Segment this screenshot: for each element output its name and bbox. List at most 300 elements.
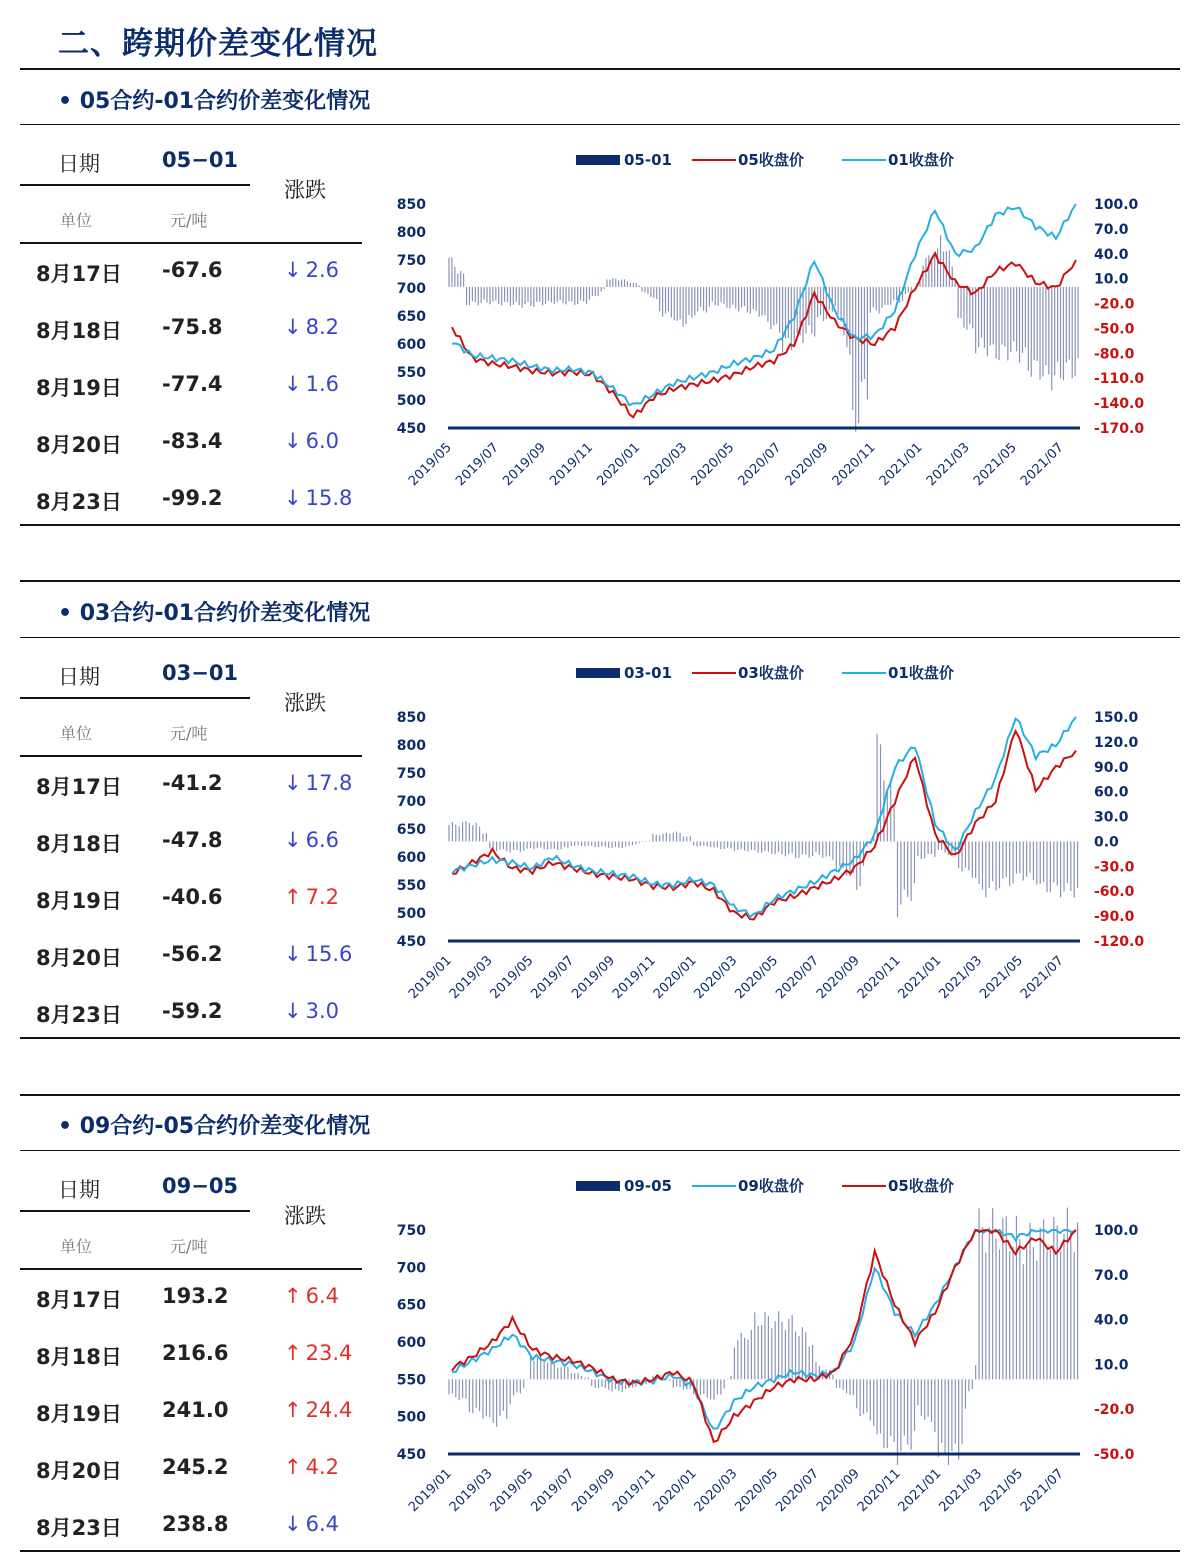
y-left-tick-label: 500 (396, 393, 426, 409)
row-spread-value: -99.2 (162, 486, 223, 510)
y-left-tick-label: 850 (396, 710, 426, 726)
spread-bar (571, 1373, 588, 1379)
x-tick-label: 2020/07 (735, 440, 785, 490)
change-value: 8.2 (305, 315, 340, 339)
x-tick-label: 2020/01 (650, 1466, 700, 1516)
x-tick-label: 2020/01 (650, 953, 700, 1003)
spread-bar (519, 287, 534, 308)
table-row (20, 470, 380, 527)
row-spread-value: -41.2 (162, 771, 223, 795)
spread-panel-09-05 (0, 1154, 1200, 1550)
y-right-tick-label: 0.0 (1094, 834, 1119, 851)
x-tick-label: 2019/11 (610, 953, 659, 1003)
spread-bar (734, 841, 751, 851)
spread-bar (484, 287, 499, 304)
spread-bar (469, 1379, 486, 1418)
y-right-tick-label: 40.0 (1094, 246, 1129, 263)
row-spread-value: 241.0 (162, 1398, 229, 1422)
row-spread-value: 245.2 (162, 1455, 229, 1479)
unit-value: 元/吨 (170, 1237, 208, 1256)
x-tick-label: 2019/03 (446, 953, 496, 1003)
row-spread-value: -83.4 (162, 429, 223, 453)
contract-spread-header: 03−01 (162, 661, 239, 685)
row-date: 8月23日 (36, 1516, 122, 1540)
y-right-tick-label: 40.0 (1094, 1312, 1129, 1329)
spread-bar (938, 1379, 955, 1465)
y-right-tick-label: -50.0 (1094, 321, 1135, 338)
row-spread-value: -77.4 (162, 372, 223, 396)
arrow-up-icon: ↑ (284, 1455, 302, 1479)
legend-label: 09收盘价 (738, 1177, 804, 1195)
spread-bar (510, 1379, 527, 1404)
arrow-down-icon: ↓ (284, 771, 302, 795)
spread-bar (877, 734, 894, 842)
x-tick-label: 2019/11 (547, 440, 597, 490)
spread-bar (510, 841, 527, 852)
legend-label: 05收盘价 (888, 1177, 954, 1195)
legend-bar-swatch (576, 155, 620, 165)
change-value: 15.6 (305, 942, 353, 966)
spread-chart (380, 641, 1150, 1037)
row-date: 8月17日 (36, 1288, 122, 1312)
row-date: 8月19日 (36, 1402, 122, 1426)
change-header: 涨跌 (284, 1204, 326, 1228)
section-divider (20, 1150, 1180, 1151)
x-tick-label: 2021/07 (1018, 953, 1067, 1003)
change-value: 15.8 (305, 486, 353, 510)
change-value: 4.2 (305, 1455, 340, 1479)
spread-bar (1061, 841, 1078, 897)
row-date: 8月23日 (36, 490, 122, 514)
row-spread-value: 238.8 (162, 1512, 229, 1536)
y-right-tick-label: 70.0 (1094, 1267, 1129, 1284)
row-change (284, 372, 339, 396)
y-left-tick-label: 550 (396, 1372, 426, 1389)
y-right-tick-label: -120.0 (1094, 934, 1145, 950)
spread-bar (796, 1327, 813, 1379)
x-tick-label: 2019/09 (569, 1466, 619, 1516)
table-row (20, 755, 380, 812)
table-row (20, 926, 380, 983)
x-tick-label: 2019/09 (569, 953, 619, 1003)
row-date: 8月17日 (36, 262, 122, 286)
row-date: 8月19日 (36, 376, 122, 400)
y-left-tick-label: 700 (396, 1260, 426, 1277)
chart-legend (576, 664, 954, 682)
arrow-down-icon: ↓ (284, 315, 302, 339)
spread-bar (607, 278, 622, 287)
header-rule (20, 1210, 250, 1212)
table-row (20, 299, 380, 356)
legend-bar-swatch (576, 668, 620, 678)
table-row (20, 1325, 380, 1382)
section-bottom-rule (20, 524, 1180, 526)
row-change (284, 315, 339, 339)
x-tick-label: 2021/05 (977, 1466, 1027, 1516)
page-title: 二、跨期价差变化情况 (58, 26, 378, 62)
y-left-tick-label: 750 (396, 1223, 426, 1239)
y-right-tick-label: -110.0 (1094, 371, 1145, 388)
row-spread-value: 193.2 (162, 1284, 229, 1308)
y-right-tick-label: -60.0 (1094, 884, 1135, 901)
arrow-down-icon: ↓ (284, 828, 302, 852)
row-change (284, 771, 352, 795)
spread-bar (877, 1379, 894, 1448)
x-tick-label: 2019/07 (453, 440, 502, 490)
section-title-09-05: • 09合约-05合约价差变化情况 (58, 1114, 371, 1139)
spread-bar (755, 1312, 772, 1379)
row-spread-value: 216.6 (162, 1341, 229, 1365)
spread-chart (380, 128, 1150, 524)
spread-bar (898, 841, 915, 917)
x-tick-label: 2021/05 (977, 953, 1027, 1003)
x-tick-label: 2021/03 (923, 440, 973, 490)
spread-bar (469, 823, 486, 842)
table-row (20, 1439, 380, 1496)
y-right-tick-label: 60.0 (1094, 784, 1129, 801)
spread-bar (694, 841, 711, 847)
y-left-tick-label: 750 (396, 766, 426, 782)
legend-label: 01收盘价 (888, 664, 954, 682)
spread-chart (380, 1154, 1150, 1550)
spread-bar (857, 1379, 874, 1425)
x-tick-label: 2019/07 (528, 1466, 578, 1516)
chart-legend (576, 1177, 954, 1195)
x-tick-label: 2020/05 (732, 953, 782, 1003)
y-right-tick-label: 10.0 (1094, 271, 1129, 288)
x-tick-label: 2021/05 (970, 440, 1020, 490)
spread-bar (918, 1379, 935, 1432)
unit-label: 单位 (60, 211, 93, 230)
spread-bar (734, 1330, 751, 1379)
spread-bar (816, 841, 833, 859)
row-change (284, 828, 339, 852)
row-spread-value: -47.8 (162, 828, 223, 852)
y-right-tick-label: -30.0 (1094, 859, 1135, 876)
spread-bar (796, 841, 813, 857)
y-left-tick-label: 450 (396, 934, 426, 950)
section-divider (20, 124, 1180, 125)
spread-bar (612, 841, 629, 848)
y-left-tick-label: 650 (396, 1297, 426, 1314)
spread-bar (531, 841, 548, 849)
table-row (20, 356, 380, 413)
y-right-tick-label: -20.0 (1094, 296, 1135, 313)
change-header: 涨跌 (284, 691, 326, 715)
y-right-tick-label: 30.0 (1094, 809, 1129, 826)
y-left-tick-label: 850 (396, 197, 426, 213)
change-value: 23.4 (305, 1341, 353, 1365)
x-tick-label: 2019/01 (406, 953, 455, 1003)
spread-bar (853, 287, 868, 432)
spread-bar (1061, 1208, 1078, 1380)
spread-bar (592, 1379, 609, 1389)
spread-bar (959, 1365, 976, 1460)
spread-bar (642, 287, 657, 299)
y-left-tick-label: 700 (396, 794, 426, 810)
section-bottom-rule (20, 1550, 1180, 1552)
spread-bar (572, 287, 587, 305)
spread-bar (467, 287, 482, 305)
table-row (20, 1268, 380, 1325)
legend-label: 03-01 (624, 664, 672, 682)
y-right-tick-label: -140.0 (1094, 396, 1145, 413)
table-row (20, 1382, 380, 1439)
spread-bar (1020, 841, 1037, 884)
y-right-tick-label: 100.0 (1094, 197, 1139, 213)
unit-value: 元/吨 (170, 211, 208, 230)
x-tick-label: 2020/09 (814, 953, 863, 1003)
spread-bar (979, 841, 996, 897)
spread-bar (449, 257, 464, 287)
row-spread-value: -67.6 (162, 258, 223, 282)
x-tick-label: 2020/03 (641, 440, 691, 490)
spread-bar (571, 841, 588, 846)
price-line (452, 204, 1076, 405)
y-left-tick-label: 450 (396, 1447, 426, 1463)
unit-value: 元/吨 (170, 724, 208, 743)
y-right-tick-label: -90.0 (1094, 909, 1135, 926)
change-value: 24.4 (305, 1398, 353, 1422)
row-change (284, 999, 339, 1023)
y-right-tick-label: 70.0 (1094, 221, 1129, 238)
spread-panel-03-01 (0, 641, 1200, 1037)
x-tick-label: 2020/07 (773, 1466, 823, 1516)
row-date: 8月19日 (36, 889, 122, 913)
change-value: 6.6 (305, 828, 340, 852)
y-right-tick-label: 100.0 (1094, 1223, 1139, 1239)
spread-bar (1063, 287, 1078, 380)
spread-bar (589, 287, 604, 300)
spread-bar (673, 832, 690, 842)
y-right-tick-label: -20.0 (1094, 1402, 1135, 1419)
y-left-tick-label: 500 (396, 1409, 426, 1426)
spread-table (20, 641, 380, 1037)
y-left-tick-label: 550 (396, 878, 426, 894)
y-left-tick-label: 750 (396, 253, 426, 269)
y-right-tick-label: 90.0 (1094, 759, 1129, 776)
section-bottom-rule (20, 1037, 1180, 1039)
change-value: 6.4 (305, 1512, 340, 1536)
row-spread-value: -59.2 (162, 999, 223, 1023)
spread-table (20, 1154, 380, 1550)
spread-bar (449, 1379, 466, 1400)
change-value: 2.6 (305, 258, 340, 282)
x-tick-label: 2020/05 (732, 1466, 782, 1516)
legend-label: 01收盘价 (888, 151, 954, 169)
row-date: 8月18日 (36, 1345, 122, 1369)
spread-bar (1046, 287, 1061, 390)
date-header: 日期 (58, 1178, 100, 1202)
change-value: 3.0 (305, 999, 340, 1023)
x-tick-label: 2021/03 (936, 953, 986, 1003)
legend-label: 05-01 (624, 151, 672, 169)
y-left-tick-label: 450 (396, 421, 426, 437)
arrow-down-icon: ↓ (284, 429, 302, 453)
x-tick-label: 2020/03 (691, 953, 741, 1003)
x-tick-label: 2020/11 (854, 953, 904, 1003)
date-header: 日期 (58, 665, 100, 689)
spread-bar (836, 1379, 853, 1395)
row-date: 8月20日 (36, 1459, 122, 1483)
spread-bar (918, 841, 935, 858)
table-row (20, 242, 380, 299)
y-right-tick-label: 150.0 (1094, 710, 1139, 726)
x-tick-label: 2021/01 (895, 953, 945, 1003)
spread-bar (775, 1311, 792, 1379)
x-tick-label: 2019/03 (446, 1466, 496, 1516)
contract-spread-header: 05−01 (162, 148, 239, 172)
section-title-05-01: • 05合约-01合约价差变化情况 (58, 89, 371, 114)
row-date: 8月23日 (36, 1003, 122, 1027)
arrow-down-icon: ↓ (284, 372, 302, 396)
y-left-tick-label: 800 (396, 225, 426, 241)
x-tick-label: 2020/01 (594, 440, 644, 490)
change-value: 7.2 (305, 885, 340, 909)
price-line (452, 253, 1076, 417)
x-tick-label: 2021/07 (1018, 1466, 1067, 1516)
legend-label: 05收盘价 (738, 151, 804, 169)
x-tick-label: 2020/11 (854, 1466, 904, 1516)
section-top-rule (20, 580, 1180, 582)
row-change (284, 258, 339, 282)
spread-bar (755, 841, 772, 853)
x-tick-label: 2019/05 (406, 440, 455, 490)
header-rule (20, 697, 250, 699)
y-left-tick-label: 650 (396, 309, 426, 325)
table-row (20, 1496, 380, 1553)
row-date: 8月18日 (36, 319, 122, 343)
spread-bar (677, 287, 692, 327)
spread-bar (592, 841, 609, 847)
x-tick-label: 2019/09 (500, 440, 549, 490)
spread-bar (502, 287, 517, 306)
spread-bar (1028, 287, 1043, 380)
legend-label: 09-05 (624, 1177, 672, 1195)
x-tick-label: 2019/07 (528, 953, 578, 1003)
arrow-down-icon: ↓ (284, 486, 302, 510)
y-right-tick-label: 10.0 (1094, 1357, 1129, 1374)
unit-label: 单位 (60, 724, 93, 743)
spread-bar (976, 287, 991, 356)
date-header: 日期 (58, 152, 100, 176)
row-date: 8月20日 (36, 433, 122, 457)
spread-panel-05-01 (0, 128, 1200, 524)
row-change (284, 942, 352, 966)
row-spread-value: -40.6 (162, 885, 223, 909)
arrow-down-icon: ↓ (284, 999, 302, 1023)
header-rule (20, 184, 250, 186)
y-right-tick-label: -50.0 (1094, 1447, 1135, 1463)
section-divider (20, 637, 1180, 638)
spread-bar (653, 833, 670, 842)
unit-label: 单位 (60, 1237, 93, 1256)
x-tick-label: 2019/05 (487, 953, 537, 1003)
spread-bar (1011, 287, 1026, 363)
arrow-up-icon: ↑ (284, 1341, 302, 1365)
y-left-tick-label: 600 (396, 337, 426, 353)
spread-bar (551, 841, 568, 850)
table-row (20, 983, 380, 1040)
spread-bar (712, 287, 727, 308)
arrow-up-icon: ↑ (284, 1284, 302, 1308)
arrow-down-icon: ↓ (284, 1512, 302, 1536)
spread-bar (714, 841, 731, 849)
x-tick-label: 2020/07 (773, 953, 823, 1003)
spread-bar (993, 287, 1008, 361)
row-change (284, 1512, 339, 1536)
y-left-tick-label: 500 (396, 906, 426, 922)
x-tick-label: 2020/03 (691, 1466, 741, 1516)
legend-bar-swatch (576, 1181, 620, 1191)
change-value: 6.0 (305, 429, 340, 453)
spread-bar (979, 1208, 996, 1379)
contract-spread-header: 09−05 (162, 1174, 239, 1198)
spread-bar (898, 1379, 915, 1465)
y-left-tick-label: 650 (396, 822, 426, 838)
title-divider (20, 68, 1180, 70)
spread-bar (660, 287, 675, 320)
spread-bar (490, 1379, 507, 1427)
row-change (284, 486, 352, 510)
x-tick-label: 2020/11 (829, 440, 879, 490)
x-tick-label: 2019/05 (487, 1466, 537, 1516)
row-change (284, 1341, 352, 1365)
spread-bar (775, 841, 792, 856)
spread-bar (999, 841, 1016, 888)
section-top-rule (20, 1094, 1180, 1096)
y-right-tick-label: -80.0 (1094, 346, 1135, 363)
chart-legend (576, 151, 954, 169)
table-row (20, 812, 380, 869)
row-change (284, 1284, 339, 1308)
arrow-up-icon: ↑ (284, 885, 302, 909)
row-change (284, 1455, 339, 1479)
spread-bar (537, 287, 552, 305)
x-tick-label: 2019/01 (406, 1466, 455, 1516)
change-header: 涨跌 (284, 178, 326, 202)
x-tick-label: 2021/01 (895, 1466, 945, 1516)
y-left-tick-label: 700 (396, 281, 426, 297)
spread-bar (870, 287, 885, 314)
x-tick-label: 2019/11 (610, 1466, 659, 1516)
row-change (284, 1398, 352, 1422)
row-change (284, 429, 339, 453)
spread-bar (1040, 841, 1057, 892)
change-value: 17.8 (305, 771, 353, 795)
x-tick-label: 2021/03 (936, 1466, 986, 1516)
row-date: 8月17日 (36, 775, 122, 799)
price-line (452, 731, 1076, 919)
y-right-tick-label: 120.0 (1094, 734, 1139, 751)
legend-label: 03收盘价 (738, 664, 804, 682)
spread-bar (632, 841, 649, 845)
table-row (20, 413, 380, 470)
spread-bar (765, 287, 780, 333)
row-date: 8月18日 (36, 832, 122, 856)
spread-bar (554, 287, 569, 304)
spread-bar (714, 1376, 731, 1400)
arrow-down-icon: ↓ (284, 942, 302, 966)
arrow-up-icon: ↑ (284, 1398, 302, 1422)
x-tick-label: 2020/09 (814, 1466, 863, 1516)
spread-bar (747, 287, 762, 317)
y-left-tick-label: 600 (396, 1335, 426, 1351)
row-date: 8月20日 (36, 946, 122, 970)
change-value: 1.6 (305, 372, 340, 396)
row-spread-value: -56.2 (162, 942, 223, 966)
x-tick-label: 2020/05 (688, 440, 738, 490)
